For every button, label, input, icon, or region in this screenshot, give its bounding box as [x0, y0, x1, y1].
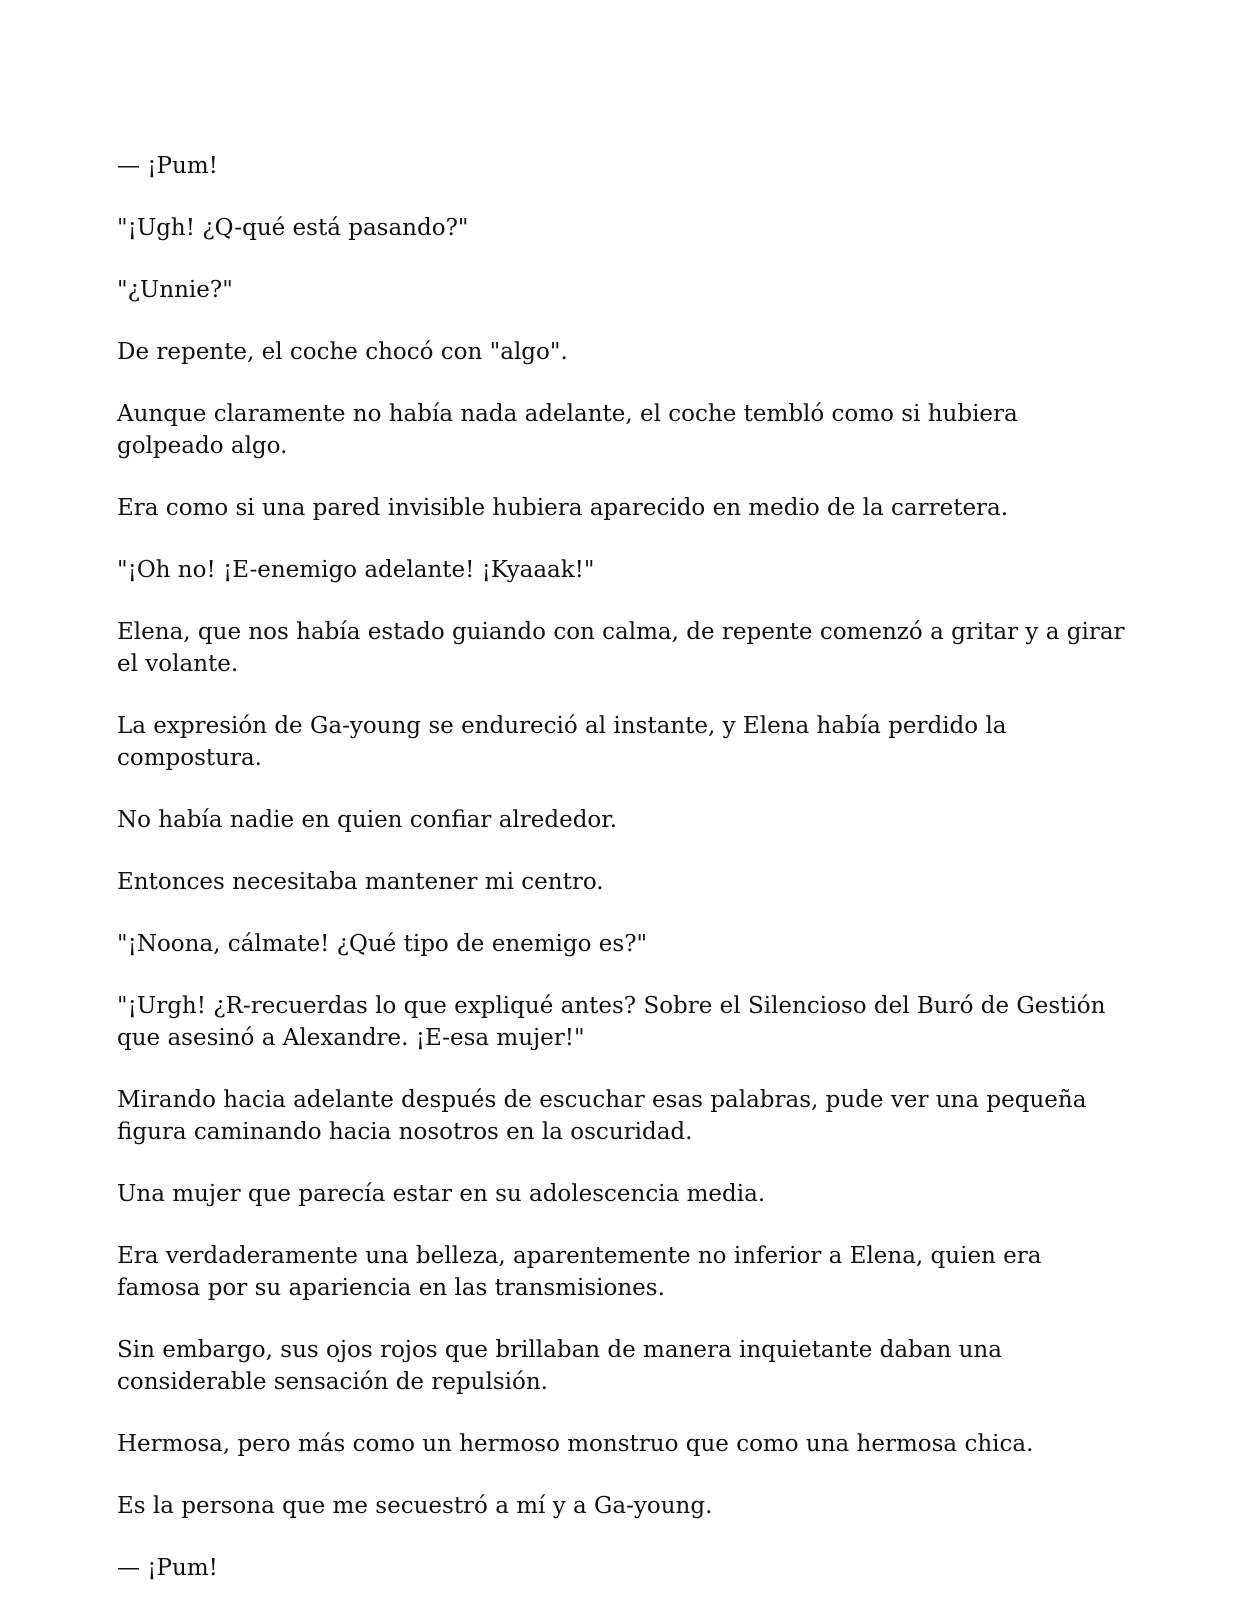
paragraph: — ¡Pum! [117, 1555, 218, 1581]
paragraph: Sin embargo, sus ojos rojos que brillaban de manera inquietante daban una considerable sensación de repulsión. [117, 1337, 1002, 1395]
paragraph: "¡Noona, cálmate! ¿Qué tipo de enemigo es?" [117, 931, 648, 957]
paragraph: "¡Ugh! ¿Q-qué está pasando?" [117, 215, 469, 241]
paragraph: "¡Oh no! ¡E-enemigo adelante! ¡Kyaaak!" [117, 557, 595, 583]
paragraph: — ¡Pum! [117, 153, 218, 179]
paragraph: La expresión de Ga-young se endureció al instante, y Elena había perdido la compostura. [117, 713, 1007, 771]
paragraph: "¿Unnie?" [117, 277, 233, 303]
paragraph: Hermosa, pero más como un hermoso monstruo que como una hermosa chica. [117, 1431, 1034, 1457]
paragraph: Una mujer que parecía estar en su adolescencia media. [117, 1181, 766, 1207]
paragraph: Aunque claramente no había nada adelante, el coche tembló como si hubiera golpeado algo. [117, 401, 1018, 459]
paragraph: "¡Urgh! ¿R-recuerdas lo que expliqué antes? Sobre el Silencioso del Buró de Gestión que asesinó a Alexandre. ¡E-esa mujer!" [117, 993, 1106, 1051]
paragraph: Entonces necesitaba mantener mi centro. [117, 869, 604, 895]
paragraph: Elena, que nos había estado guiando con calma, de repente comenzó a gritar y a girar el volante. [117, 619, 1125, 677]
paragraph: Era como si una pared invisible hubiera aparecido en medio de la carretera. [117, 495, 1009, 521]
paragraph: De repente, el coche chocó con "algo". [117, 339, 568, 365]
body-text [117, 150, 1127, 1614]
paragraph: No había nadie en quien confiar alrededor. [117, 807, 618, 833]
paragraph: Es la persona que me secuestró a mí y a Ga-young. [117, 1493, 713, 1519]
paragraph: Era verdaderamente una belleza, aparentemente no inferior a Elena, quien era famosa por su apariencia en las transmisiones. [117, 1243, 1042, 1301]
paragraph: Mirando hacia adelante después de escuchar esas palabras, pude ver una pequeña figura caminando hacia nosotros en la oscuridad. [117, 1087, 1087, 1145]
